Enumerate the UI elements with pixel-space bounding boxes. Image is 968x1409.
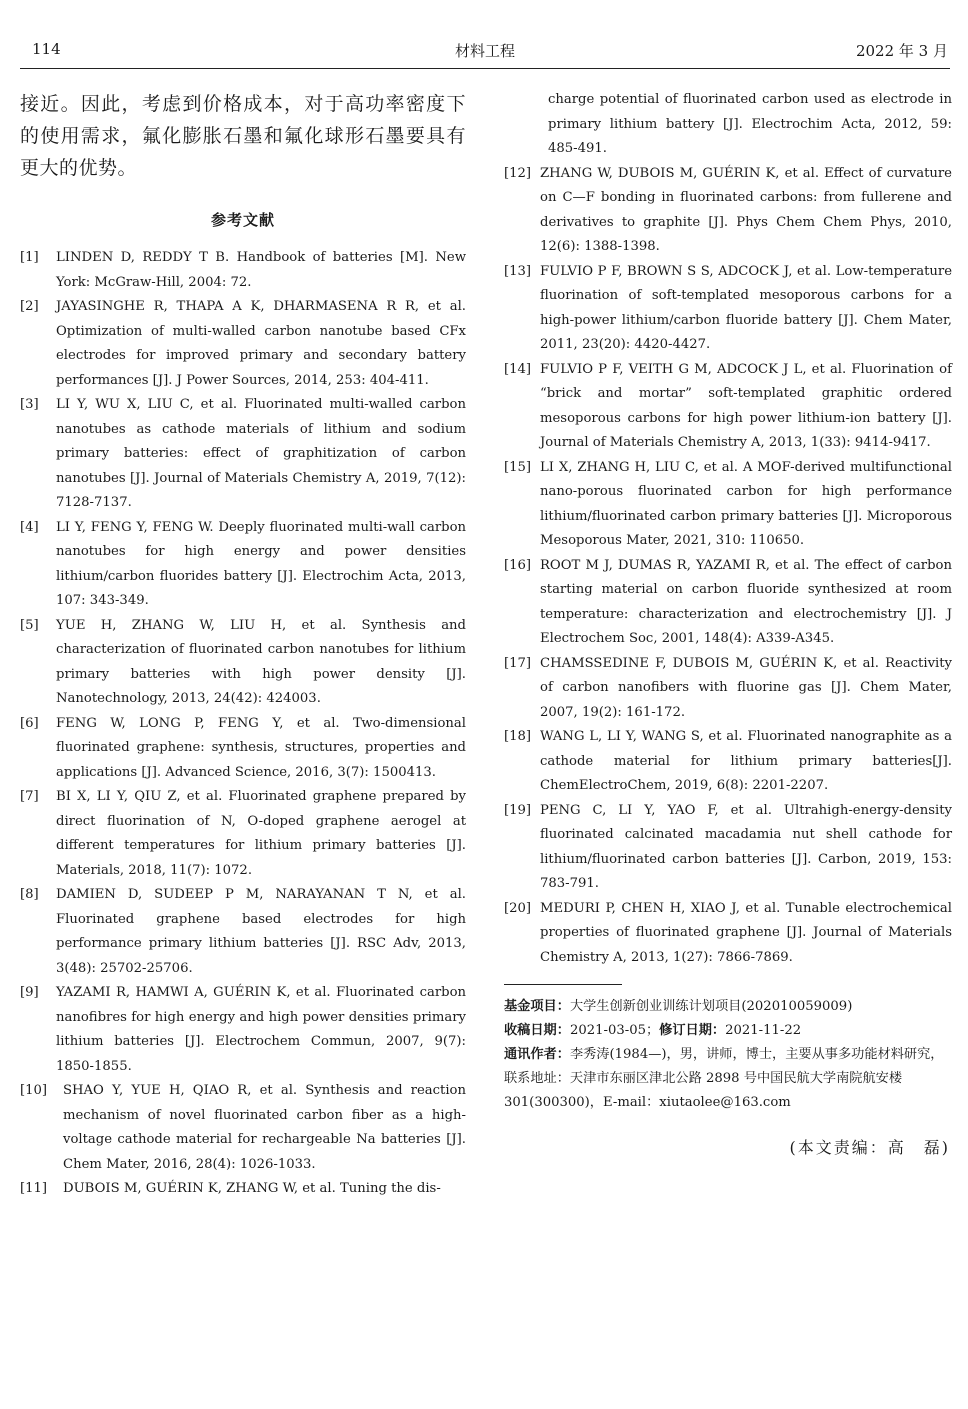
- funding-label: 基金项目：: [504, 999, 570, 1014]
- reference-item: [20, 393, 466, 516]
- journal-name: 材料工程: [454, 42, 515, 60]
- reference-number: [19]: [504, 802, 532, 818]
- reference-continuation: [504, 88, 952, 162]
- reference-item: [20, 246, 466, 295]
- reference-item: [20, 712, 466, 786]
- reference-number: [20]: [504, 900, 532, 916]
- reference-number: [11]: [20, 1181, 48, 1196]
- revised-label: 修订日期：: [659, 1023, 726, 1038]
- reference-item: [20, 1079, 466, 1177]
- reference-number: [7]: [20, 789, 39, 804]
- left-column: [20, 88, 466, 1202]
- reference-item: [504, 162, 952, 260]
- reference-text: DAMIEN D, SUDEEP P M, NARAYANAN T N, et al. Fluorinated graphene based electrodes for high performance primary lithium batteries [J]. RSC Adv, 2013, 3(48): 25702-25706.: [56, 887, 466, 976]
- reference-item: [20, 981, 466, 1079]
- reference-text: WANG L, LI Y, WANG S, et al. Fluorinated nanographite as a cathode material for lithium primary batteries[J]. ChemElectroChem, 2019, 6(8): 2201-2207.: [540, 729, 952, 793]
- reference-item: [20, 516, 466, 614]
- reference-text: MEDURI P, CHEN H, XIAO J, et al. Tunable electrochemical properties of fluorinated graphene [J]. Journal of Materials Chemistry A, 2013, 1(27): 7866-7869.: [540, 900, 952, 965]
- reference-item: [504, 897, 952, 971]
- reference-item: [504, 554, 952, 652]
- reference-number: [10]: [20, 1083, 48, 1098]
- issue-date: 2022 年 3 月: [855, 42, 948, 60]
- reference-number: [6]: [20, 715, 39, 731]
- reference-text: charge potential of fluorinated carbon used as electrode in primary lithium battery [J]. Electrochim Acta, 2012, 59: 485-491.: [548, 92, 952, 156]
- reference-item: [504, 358, 952, 456]
- right-column: [504, 88, 952, 1158]
- reference-item: [504, 652, 952, 726]
- references-list-right: [504, 162, 952, 971]
- reference-text: FENG W, LONG P, FENG Y, et al. Two-dimensional fluorinated graphene: synthesis, structures, properties and applications [J]. Advanced Science, 2016, 3(7): 1500413.: [56, 715, 466, 780]
- reference-text: DUBOIS M, GUÉRIN K, ZHANG W, et al. Tuning the dis-: [63, 1181, 441, 1196]
- reference-number: [18]: [504, 729, 532, 744]
- reference-text: LI X, ZHANG H, LIU C, et al. A MOF-derived multifunctional nano-porous fluorinated carbon for high performance lithium/fluorinated carbon primary batteries [J]. Microporous Mesoporous Mater, 2021, 310: 110650.: [540, 459, 952, 548]
- reference-text: ROOT M J, DUMAS R, YAZAMI R, et al. The effect of carbon starting material on carbon fluoride synthesized at room temperature: characterization and electrochemistry [J]. J Electrochem Soc, 2001, 148(4): A339-A345.: [540, 557, 952, 646]
- author-label: 通讯作者：: [504, 1047, 570, 1062]
- reference-number: [5]: [20, 617, 39, 633]
- reference-number: [1]: [20, 250, 39, 265]
- author-note: [504, 1043, 952, 1115]
- page-number: 114: [32, 40, 61, 58]
- reference-number: [12]: [504, 165, 532, 181]
- reference-text: BI X, LI Y, QIU Z, et al. Fluorinated graphene prepared by direct fluorination of N, O-doped graphene aerogel at different temperatures for lithium primary batteries [J]. Materials, 2018, 11(7): 1072.: [56, 789, 466, 878]
- reference-text: FULVIO P F, BROWN S S, ADCOCK J, et al. Low-temperature fluorination of soft-templated mesoporous carbons for a high-power lithium/carbon fluoride battery [J]. Chem Mater, 2011, 23(20): 4420-4427.: [540, 263, 952, 352]
- footnote-divider: [504, 984, 622, 985]
- intro-paragraph: 接近。因此，考虑到价格成本，对于高功率密度下的使用需求，氟化膨胀石墨和氟化球形石墨要具有更大的优势。: [20, 93, 466, 179]
- reference-number: [8]: [20, 887, 39, 902]
- reference-text: CHAMSSEDINE F, DUBOIS M, GUÉRIN K, et al. Reactivity of carbon nanofibers with fluorine gas [J]. Chem Mater, 2007, 19(2): 161-172.: [540, 655, 952, 720]
- reference-number: [13]: [504, 263, 532, 279]
- reference-text: YUE H, ZHANG W, LIU H, et al. Synthesis and characterization of fluorinated carbon nanotubes for lithium primary batteries with high power density [J]. Nanotechnology, 2013, 24(42): 424003.: [56, 617, 466, 706]
- reference-item: [20, 883, 466, 981]
- reference-text: LI Y, WU X, LIU C, et al. Fluorinated multi-walled carbon nanotubes as cathode materials of lithium and sodium primary batteries: effect of graphitization of carbon nanotubes [J]. Journal of Materials Chemistry A, 2019, 7(12): 7128-7137.: [56, 397, 466, 510]
- reference-number: [9]: [20, 985, 39, 1000]
- reference-item: [504, 260, 952, 358]
- page-header: [20, 38, 950, 69]
- reference-item: [20, 295, 466, 393]
- reference-text: FULVIO P F, VEITH G M, ADCOCK J L, et al. Fluorination of “brick and mortar” soft-templated graphitic ordered mesoporous carbons for high power lithium-ion battery [J]. Journal of Materials Chemistry A, 2013, 1(33): 9414-9417.: [540, 361, 952, 450]
- reference-text: ZHANG W, DUBOIS M, GUÉRIN K, et al. Effect of curvature on C—F bonding in fluorinated carbons: from fullerene and derivatives to graphite [J]. Phys Chem Chem Phys, 2010, 12(6): 1388-1398.: [540, 165, 952, 254]
- reference-item: [504, 456, 952, 554]
- reference-number: [2]: [20, 299, 39, 314]
- reference-text: YAZAMI R, HAMWI A, GUÉRIN K, et al. Fluorinated carbon nanofibres for high energy and high power densities primary lithium batteries [J]. Electrochem Commun, 2007, 9(7): 1850-1855.: [56, 985, 466, 1074]
- reference-text: PENG C, LI Y, YAO F, et al. Ultrahigh-energy-density fluorinated calcinated macadamia nut shell cathode for lithium/fluorinated carbon batteries [J]. Carbon, 2019, 153: 783-791.: [540, 802, 952, 891]
- reference-text: LINDEN D, REDDY T B. Handbook of batteries [M]. New York: McGraw-Hill, 2004: 72.: [56, 250, 466, 290]
- reference-number: [14]: [504, 361, 532, 377]
- references-list-left: [20, 246, 466, 1202]
- reference-item: [20, 614, 466, 712]
- reference-item: [504, 725, 952, 799]
- reference-number: [15]: [504, 459, 532, 475]
- editor-note: (本文责编：高 磊): [789, 1138, 950, 1157]
- funding-note: [504, 995, 952, 1019]
- reference-text: SHAO Y, YUE H, QIAO R, et al. Synthesis and reaction mechanism of novel fluorinated carbon fiber as a high-voltage cathode material for rechargeable Na batteries [J]. Chem Mater, 2016, 28(4): 1026-1033.: [63, 1083, 466, 1172]
- reference-number: [17]: [504, 655, 532, 671]
- reference-number: [3]: [20, 397, 39, 412]
- received-value: 2021-03-05；: [569, 1023, 660, 1038]
- dates-note: [504, 1019, 952, 1043]
- revised-value: 2021-11-22: [725, 1023, 802, 1038]
- author-value: 李秀涛(1984—)，男，讲师，博士，主要从事多功能材料研究，联系地址：天津市东丽区津北公路 2898 号中国民航大学南院航安楼 301(300300)，E-mail：xiutaolee@163.com: [504, 1047, 944, 1110]
- reference-item: [20, 1177, 466, 1202]
- reference-number: [16]: [504, 557, 532, 573]
- funding-value: 大学生创新创业训练计划项目(202010059009): [569, 999, 853, 1014]
- reference-item: [504, 799, 952, 897]
- reference-text: LI Y, FENG Y, FENG W. Deeply fluorinated multi-wall carbon nanotubes for high energy and power densities lithium/carbon fluorides battery [J]. Electrochim Acta, 2013, 107: 343-349.: [56, 519, 466, 608]
- reference-text: JAYASINGHE R, THAPA A K, DHARMASENA R R, et al. Optimization of multi-walled carbon nanotube based CFx electrodes for improved primary and secondary battery performances [J]. J Power Sources, 2014, 253: 404-411.: [56, 299, 466, 388]
- reference-number: [4]: [20, 519, 39, 535]
- references-heading: 参考文献: [210, 211, 275, 229]
- received-label: 收稿日期：: [504, 1023, 570, 1038]
- reference-item: [20, 785, 466, 883]
